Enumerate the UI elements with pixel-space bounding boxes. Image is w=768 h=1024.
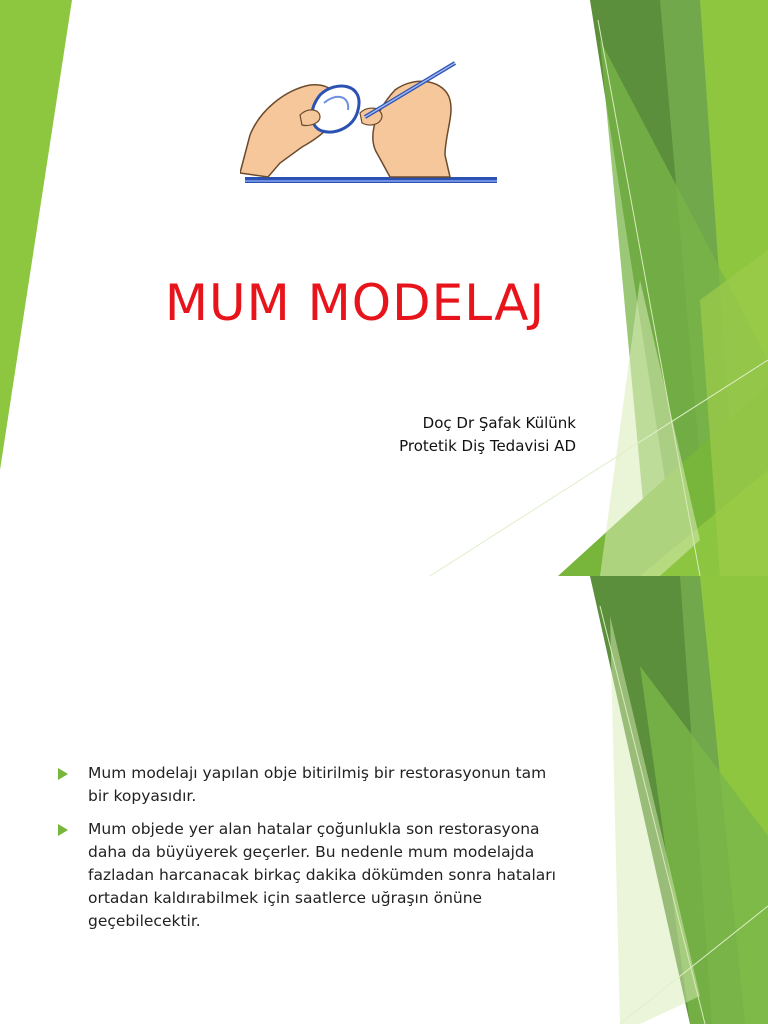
triangle-bullet-icon — [58, 824, 68, 836]
author-department: Protetik Diş Tedavisi AD — [399, 437, 576, 455]
bullet-text: Mum objede yer alan hatalar çoğunlukla son restorasyona daha da büyüyerek geçerler. Bu nedenle mum modelajda fazladan harcanacak birkaç dakika dökümden sonra hataları ortadan kaldırabilmek için saatlerce uğraşın önüne geçebilecektir. — [88, 820, 556, 930]
content-slide — [0, 576, 768, 1024]
bullet-list — [58, 762, 568, 943]
bullet-text: Mum modelajı yapılan obje bitirilmiş bir restorasyonun tam bir kopyasıdır. — [88, 764, 547, 805]
bullet-item — [58, 818, 568, 933]
bullet-item — [58, 762, 568, 808]
triangle-bullet-icon — [58, 768, 68, 780]
hands-waxing-tooth-model-icon — [240, 55, 500, 190]
slide-title: MUM MODELAJ — [164, 274, 546, 332]
author-block — [399, 412, 576, 458]
author-name: Doç Dr Şafak Külünk — [422, 414, 576, 432]
